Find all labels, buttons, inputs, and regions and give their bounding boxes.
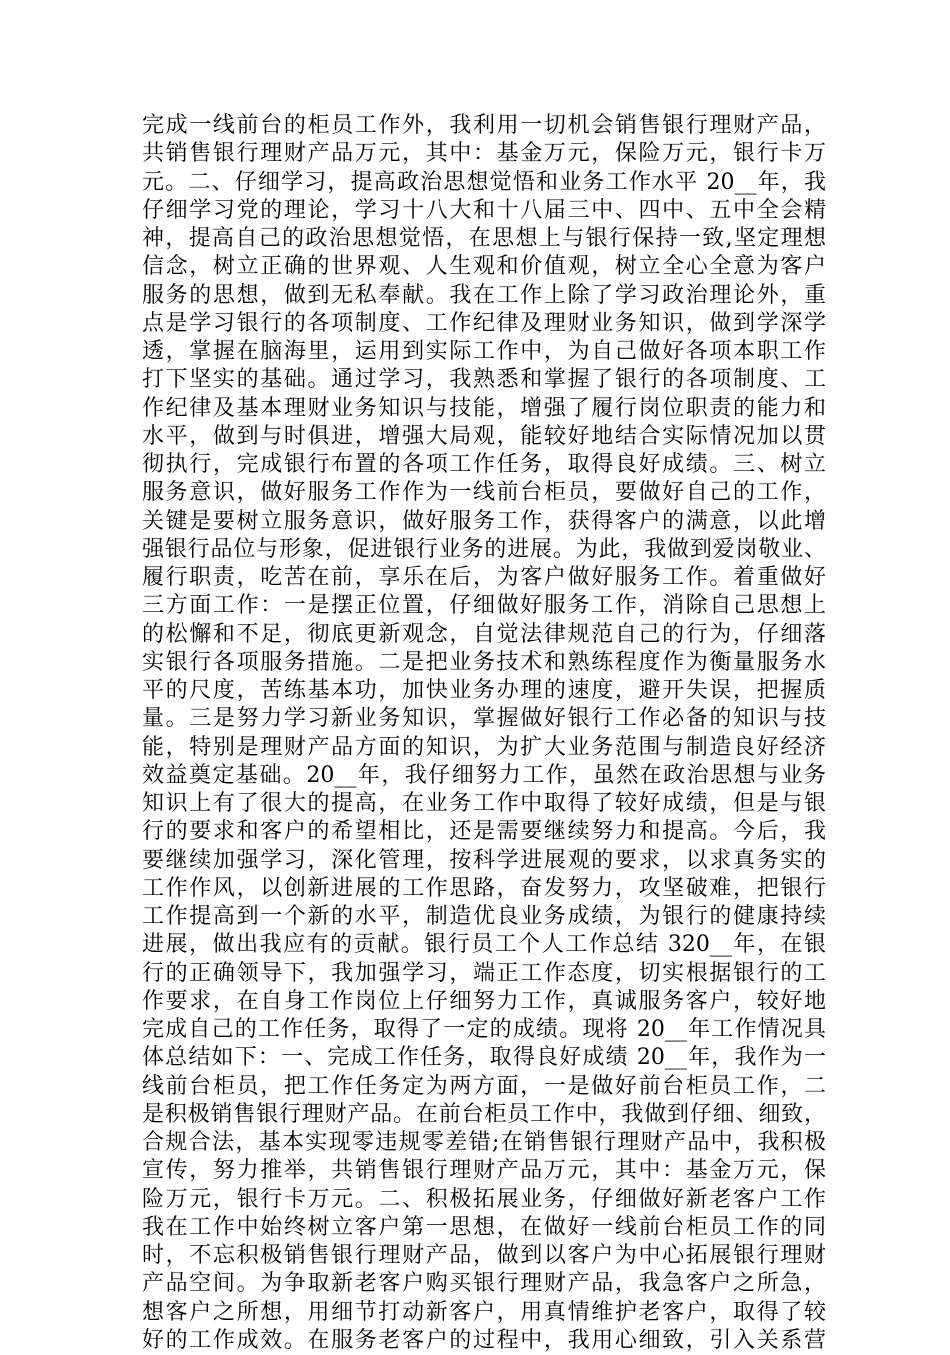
- text-line: 量。三是努力学习新业务知识，掌握做好银行工作必备的知识与技: [142, 706, 826, 732]
- text-line: 想客户之所想，用细节打动新客户，用真情维护老客户，取得了较: [142, 1299, 826, 1325]
- text-line: 神，提高自己的政治思想觉悟，在思想上与银行保持一致,坚定理想: [142, 226, 826, 251]
- text-line: 打下坚实的基础。通过学习，我熟悉和掌握了银行的各项制度、工: [142, 367, 826, 393]
- text-line: 点是学习银行的各项制度、工作纪律及理财业务知识，做到学深学: [142, 310, 826, 336]
- text-line: 实银行各项服务措施。二是把业务技术和熟练程度作为衡量服务水: [142, 649, 826, 675]
- text-line: 共销售银行理财产品万元，其中：基金万元，保险万元，银行卡万: [142, 141, 826, 167]
- text-line: 宣传，努力推举，共销售银行理财产品万元，其中：基金万元，保: [142, 1158, 826, 1184]
- text-line: 产品空间。为争取新老客户购买银行理财产品，我急客户之所急，: [142, 1271, 826, 1297]
- text-line: 行的要求和客户的希望相比，还是需要继续努力和提高。今后，我: [142, 819, 826, 845]
- text-line: 行的正确领导下，我加强学习，端正工作态度，切实根据银行的工: [142, 960, 826, 986]
- text-line: 好的工作成效。在服务老客户的过程中，我用心细致，引入关系营: [142, 1327, 826, 1353]
- text-line: 服务意识，做好服务工作作为一线前台柜员，要做好自己的工作，: [142, 480, 826, 506]
- text-line: 完成自己的工作任务，取得了一定的成绩。现将 20__年工作情况具: [142, 1017, 826, 1042]
- text-line: 作纪律及基本理财业务知识与技能，增强了履行岗位职责的能力和: [142, 395, 826, 421]
- text-line: 作要求，在自身工作岗位上仔细努力工作，真诚服务客户，较好地: [142, 988, 826, 1014]
- text-line: 我在工作中始终树立客户第一思想，在做好一线前台柜员工作的同: [142, 1214, 826, 1240]
- text-line: 水平，做到与时俱进，增强大局观，能较好地结合实际情况加以贯: [142, 423, 826, 449]
- text-line: 彻执行，完成银行布置的各项工作任务，取得良好成绩。三、树立: [142, 452, 826, 477]
- text-line: 效益奠定基础。20__年，我仔细努力工作，虽然在政治思想与业务: [142, 762, 826, 788]
- text-line: 的松懈和不足，彻底更新观念，自觉法律规范自己的行为，仔细落: [142, 621, 826, 647]
- text-line: 信念，树立正确的世界观、人生观和价值观，树立全心全意为客户: [142, 254, 826, 280]
- text-line: 线前台柜员，把工作任务定为两方面，一是做好前台柜员工作，二: [142, 1073, 826, 1099]
- text-line: 能，特别是理财产品方面的知识，为扩大业务范围与制造良好经济: [142, 734, 826, 760]
- text-line: 三方面工作：一是摆正位置，仔细做好服务工作，消除自己思想上: [142, 593, 826, 619]
- text-line: 是积极销售银行理财产品。在前台柜员工作中，我做到仔细、细致，: [142, 1101, 826, 1127]
- document-body: [142, 112, 826, 1353]
- text-line: 要继续加强学习，深化管理，按科学进展观的要求，以求真务实的: [142, 847, 826, 873]
- text-line: 完成一线前台的柜员工作外，我利用一切机会销售银行理财产品，: [142, 113, 826, 138]
- text-line: 知识上有了很大的提高，在业务工作中取得了较好成绩，但是与银: [142, 791, 826, 816]
- text-line: 时，不忘积极销售银行理财产品，做到以客户为中心拓展银行理财: [142, 1243, 826, 1268]
- text-line: 透，掌握在脑海里，运用到实际工作中，为自己做好各项本职工作: [142, 339, 826, 364]
- text-line: 工作提高到一个新的水平，制造优良业务成绩，为银行的健康持续: [142, 904, 826, 929]
- text-line: 险万元，银行卡万元。二、积极拓展业务，仔细做好新老客户工作: [142, 1186, 826, 1212]
- text-line: 履行职责，吃苦在前，享乐在后，为客户做好服务工作。着重做好: [142, 565, 826, 590]
- text-line: 平的尺度，苦练基本功，加快业务办理的速度，避开失误，把握质: [142, 678, 826, 703]
- text-line: 仔细学习党的理论，学习十八大和十八届三中、四中、五中全会精: [142, 197, 826, 223]
- text-line: 关键是要树立服务意识，做好服务工作，获得客户的满意，以此增: [142, 508, 826, 534]
- text-line: 工作作风，以创新进展的工作思路，奋发努力，攻坚破难，把银行: [142, 875, 826, 901]
- text-line: 元。二、仔细学习，提高政治思想觉悟和业务工作水平 20__年，我: [142, 169, 826, 195]
- text-line: 强银行品位与形象，促进银行业务的进展。为此，我做到爱岗敬业、: [142, 536, 826, 562]
- text-line: 进展，做出我应有的贡献。银行员工个人工作总结 320__年，在银: [142, 932, 826, 958]
- text-line: 合规合法，基本实现零违规零差错;在销售银行理财产品中，我积极: [142, 1130, 826, 1155]
- text-line: 服务的思想，做到无私奉献。我在工作上除了学习政治理论外，重: [142, 282, 826, 308]
- text-line: 体总结如下：一、完成工作任务，取得良好成绩 20__年，我作为一: [142, 1045, 826, 1071]
